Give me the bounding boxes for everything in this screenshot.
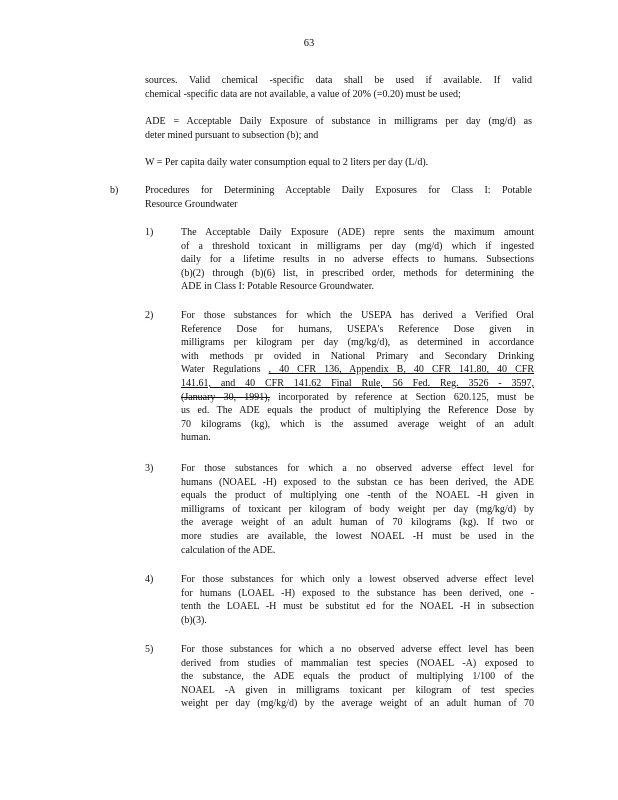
incorporation-text: incorporated by reference at Section 620.125, must be [270,391,534,403]
text-line: deter mined pursuant to subsection (b); and [145,129,319,141]
ade-definition [145,115,532,142]
regulation-name: Water Regulations [181,364,269,376]
text-line: (b)(3). [181,614,207,626]
item-number: 2) [145,310,154,321]
underlined-citation: , 40 CFR 136, Appendix B, 40 CFR 141.80, 40 CFR [268,364,534,376]
text-line: ADE in Class I: Potable Resource Groundwater. [181,281,375,293]
text-line: humans (NOAEL -H) exposed to the substan ce has been derived, the ADE [181,476,534,488]
text-line: Resource Groundwater [145,198,238,210]
text-line: ADE = Acceptable Daily Exposure of substance in milligrams per day (mg/d) as [145,116,532,127]
text-line [181,391,534,405]
item-1-paragraph [181,226,534,294]
intro-paragraph [145,74,532,101]
text-line: For those substances for which a no observed adverse effect level has been [181,644,534,655]
text-line: (b)(2) through (b)(6) list, in prescribed order, methods for determining the [181,267,534,279]
item-3-paragraph [181,462,534,557]
text-line: 70 kilograms (kg), which is the assumed average weight of an adult [181,418,534,430]
w-definition [145,156,532,170]
text-line: Reference Dose for humans, USEPA's Reference Dose given in [181,323,534,335]
page-number: 63 [303,38,315,49]
text-line: The Acceptable Daily Exposure (ADE) repre sents the maximum amount [181,227,534,238]
item-4-paragraph [181,573,534,627]
section-b-label: b) [110,185,119,196]
text-line: NOAEL -A given in milligrams toxicant per kilogram of test species [181,684,534,696]
text-line: daily for a lifetime results in no adverse effects to humans. Subsections [181,254,534,266]
text-line: tenth the LOAEL -H must be substitut ed for the NOAEL -H in subsection [181,601,534,613]
struck-citation-date: (January 30, 1991), [181,391,271,403]
text-line: more studies are available, the lowest NOAEL -H must be used in the [181,530,534,542]
text-line: equals the product of multiplying one -tenth of the NOAEL -H given in [181,490,534,502]
text-line: for humans (LOAEL -H) exposed to the substance has been derived, one - [181,587,534,599]
section-b-heading [145,184,532,211]
text-line: us ed. The ADE equals the product of multiplying the Reference Dose by [181,405,534,417]
text-line: of a threshold toxicant in milligrams per day (mg/d) which if ingested [181,240,534,252]
text-line: Procedures for Determining Acceptable Daily Exposures for Class I: Potable [145,185,532,196]
text-line: For those substances for which only a lowest observed adverse effect level [181,574,534,585]
text-line: derived from studies of mammalian test species (NOAEL -A) exposed to [181,657,534,669]
text-line: milligrams of toxicant per kilogram of body weight per day (mg/kg/d) by [181,503,534,515]
text-line: sources. Valid chemical -specific data shall be used if available. If valid [145,75,532,86]
underlined-citation: 141.61, and 40 CFR 141.62 Final Rule, 56 Fed. Reg. 3526 - 3597, [181,377,534,389]
item-number: 4) [145,574,154,585]
text-line: calculation of the ADE. [181,544,276,556]
text-line: milligrams per kilogram per day (mg/kg/d), as determined in accordance [181,337,534,349]
text-line: weight per day (mg/kg/d) by the average weight of an adult human of 70 [181,698,534,710]
item-number: 1) [145,227,154,238]
text-line: For those substances for which a no observed adverse effect level for [181,463,534,474]
text-line: chemical -specific data are not available, a value of 20% (=0.20) must be used; [145,88,461,100]
text-line: W = Per capita daily water consumption equal to 2 liters per day (L/d). [145,157,429,168]
item-number: 3) [145,463,154,474]
text-line [181,363,534,377]
text-line: the average weight of an adult human of 70 kilograms (kg). If two or [181,517,534,529]
item-number: 5) [145,644,154,655]
text-line: the substance, the ADE equals the product of multiplying 1/100 of the [181,671,534,683]
item-5-paragraph [181,643,534,711]
text-line: human. [181,432,211,444]
text-line: with methods pr ovided in National Primary and Secondary Drinking [181,350,534,362]
text-line: For those substances for which the USEPA has derived a Verified Oral [181,310,534,321]
item-2-paragraph [181,309,534,445]
